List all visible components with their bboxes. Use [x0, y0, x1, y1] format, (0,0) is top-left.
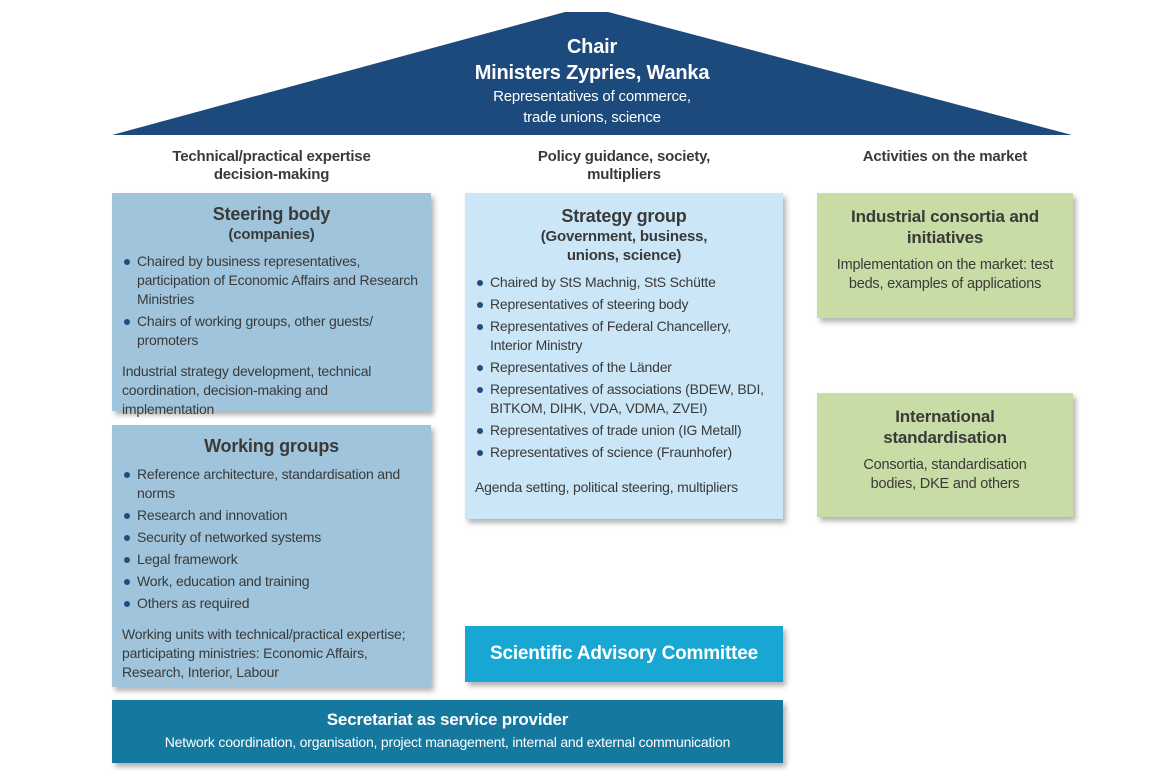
scientific-advisory-committee-box: [465, 626, 783, 682]
steering-body-box: [112, 193, 431, 417]
bullet-item: Chaired by StS Machnig, StS Schütte: [477, 273, 775, 292]
bullet-item: Representatives of trade union (IG Metall): [477, 421, 775, 440]
column-header-market: [817, 148, 1073, 166]
industrial-consortia-title: Industrial consortia and initiatives: [851, 207, 1039, 247]
bullet-item: Representatives of Federal Chancellery, Interior Ministry: [477, 317, 775, 355]
column-header-technical-line1: Technical/practical expertise: [172, 148, 371, 165]
column-header-technical-line2: decision-making: [213, 166, 330, 183]
bullet-item: Representatives of science (Fraunhofer): [477, 443, 775, 462]
working-groups-box: [112, 425, 431, 687]
bullet-item: Legal framework: [124, 550, 423, 569]
strategy-group-subtitle: (Government, business, unions, science): [540, 228, 708, 264]
bullet-item: Reference architecture, standardisation and norms: [124, 465, 423, 503]
scientific-advisory-committee-title: Scientific Advisory Committee: [489, 643, 758, 664]
column-header-market-line1: Activities on the market: [862, 148, 1028, 165]
steering-body-subtitle: (companies): [228, 226, 315, 243]
column-header-policy: [465, 148, 783, 184]
strategy-group-box: [465, 193, 783, 519]
bullet-item: Representatives of associations (BDEW, BDI, BITKOM, DIHK, VDA, VDMA, ZVEI): [477, 380, 775, 418]
chair-ministers: Ministers Zypries, Wanka: [474, 62, 710, 84]
bullet-item: Representatives of the Länder: [477, 358, 775, 377]
international-standardisation-box: [817, 393, 1073, 517]
bullet-item: Others as required: [124, 594, 423, 613]
chair-roof: [112, 12, 1072, 135]
chair-representatives-line2: trade unions, science: [523, 109, 661, 126]
international-standardisation-body: Consortia, standardisation bodies, DKE and others: [863, 457, 1027, 492]
industrial-consortia-box: [817, 193, 1073, 318]
bullet-item: Work, education and training: [124, 572, 423, 591]
strategy-group-title: Strategy group: [561, 206, 687, 226]
secretariat-title: Secretariat as service provider: [326, 710, 569, 729]
bullet-item: Chairs of working groups, other guests/ promoters: [124, 312, 423, 350]
strategy-group-bullets: [465, 273, 783, 462]
column-header-policy-line2: multipliers: [587, 166, 661, 183]
working-groups-footer: Working units with technical/practical expertise; participating ministries: Economic Affairs, Research, Interior, Labour: [122, 626, 406, 680]
steering-body-title: Steering body: [212, 204, 331, 224]
strategy-group-footer: Agenda setting, political steering, multipliers: [475, 479, 738, 495]
bullet-item: Representatives of steering body: [477, 295, 775, 314]
steering-body-bullets: [112, 252, 431, 350]
industrial-consortia-body: Implementation on the market: test beds, examples of applications: [836, 257, 1054, 292]
chair-title: Chair: [566, 36, 618, 58]
secretariat-body: Network coordination, organisation, project management, internal and external communication: [164, 734, 731, 750]
column-header-policy-line1: Policy guidance, society,: [537, 148, 711, 165]
bullet-item: Security of networked systems: [124, 528, 423, 547]
column-header-technical: [112, 148, 431, 184]
bullet-item: Research and innovation: [124, 506, 423, 525]
international-standardisation-title: International standardisation: [883, 407, 1007, 447]
bullet-item: Chaired by business representatives, participation of Economic Affairs and Research Ministries: [124, 252, 423, 309]
chair-text-block: [112, 34, 1072, 128]
working-groups-bullets: [112, 465, 431, 613]
steering-body-footer: Industrial strategy development, technical coordination, decision-making and implementation: [122, 363, 372, 417]
chair-representatives-line1: Representatives of commerce,: [493, 88, 691, 105]
working-groups-title: Working groups: [204, 436, 339, 456]
secretariat-box: [112, 700, 783, 763]
